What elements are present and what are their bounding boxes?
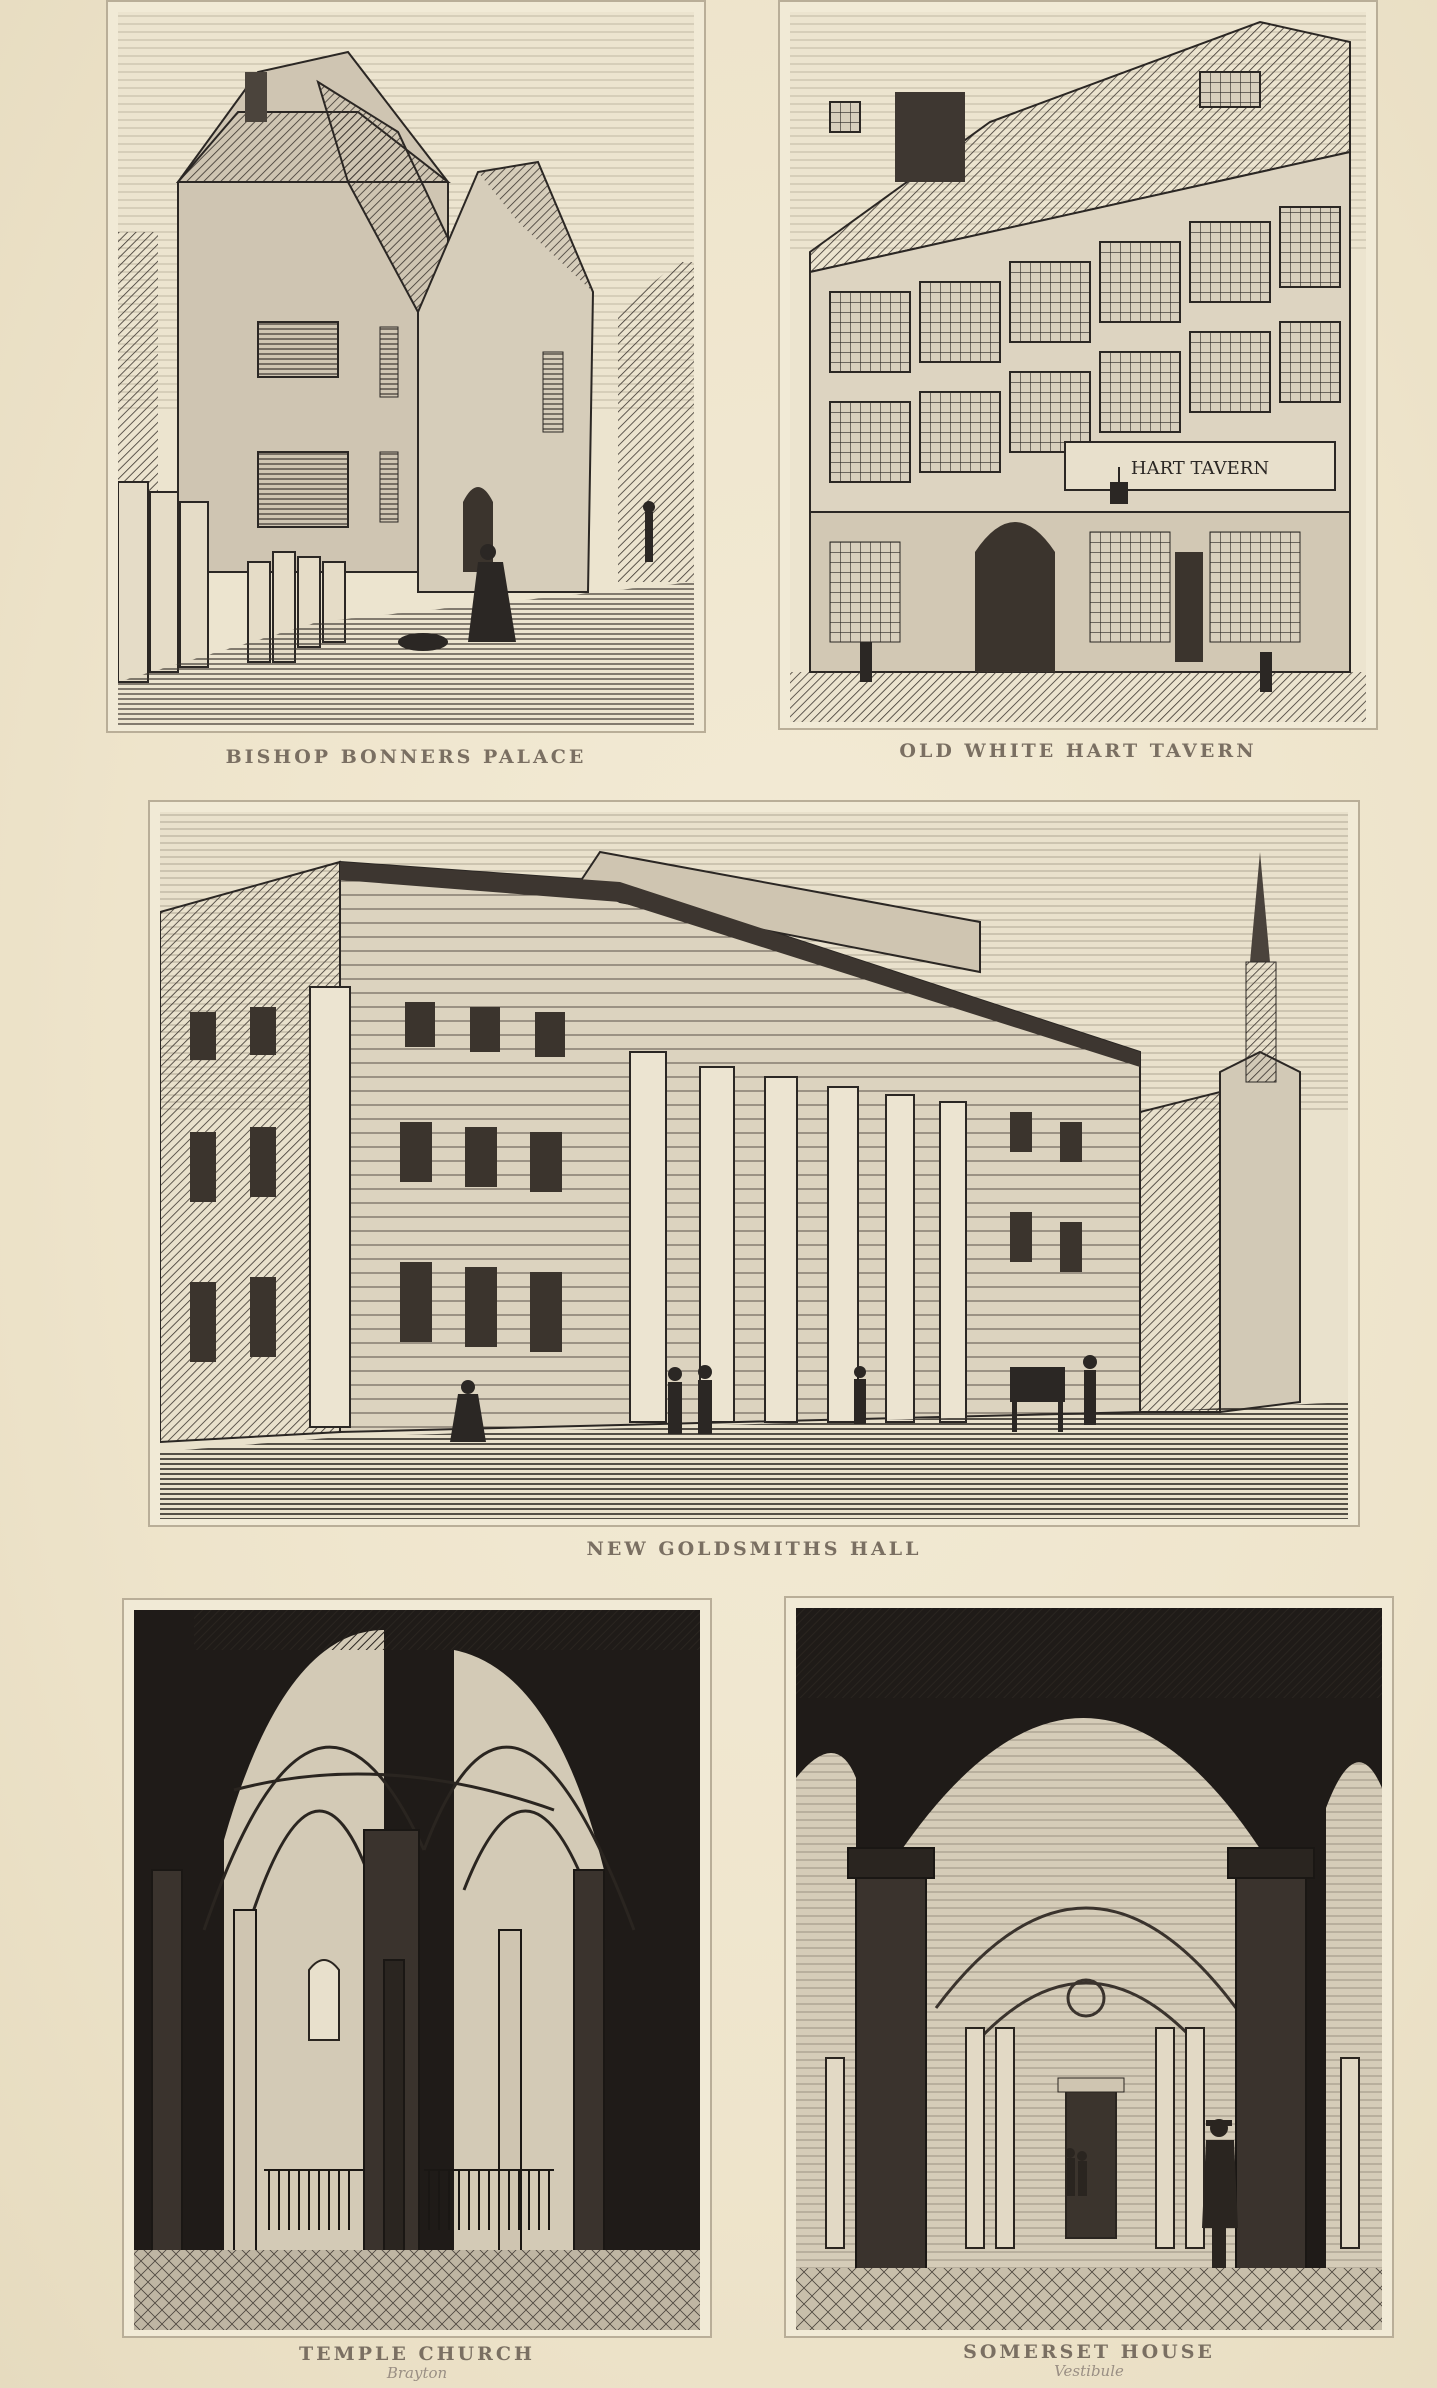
caption-somerset-house: SOMERSET HOUSE	[963, 2341, 1215, 2363]
plate-old-white-hart-tavern	[778, 0, 1378, 730]
engraving-old-white-hart-tavern	[790, 12, 1366, 722]
caption-new-goldsmiths-hall: NEW GOLDSMITHS HALL	[586, 1538, 922, 1560]
engraver-somerset-house: Vestibule	[1054, 2362, 1124, 2380]
caption-temple-church: TEMPLE CHURCH	[299, 2343, 535, 2365]
tavern-sign-text: HART TAVERN	[1130, 458, 1270, 479]
engraving-temple-church	[134, 1610, 700, 2330]
engraving-somerset-house	[796, 1608, 1382, 2330]
engraver-temple-church: Brayton	[386, 2364, 448, 2382]
engraving-new-goldsmiths-hall	[160, 812, 1348, 1519]
plate-new-goldsmiths-hall	[148, 800, 1360, 1527]
caption-old-white-hart-tavern: OLD WHITE HART TAVERN	[899, 740, 1257, 762]
plate-bishop-bonners-palace	[106, 0, 706, 733]
plate-somerset-house	[784, 1596, 1394, 2338]
engraving-bishop-bonners-palace	[118, 12, 694, 725]
plate-temple-church	[122, 1598, 712, 2338]
caption-bishop-bonners-palace: BISHOP BONNERS PALACE	[225, 746, 587, 768]
